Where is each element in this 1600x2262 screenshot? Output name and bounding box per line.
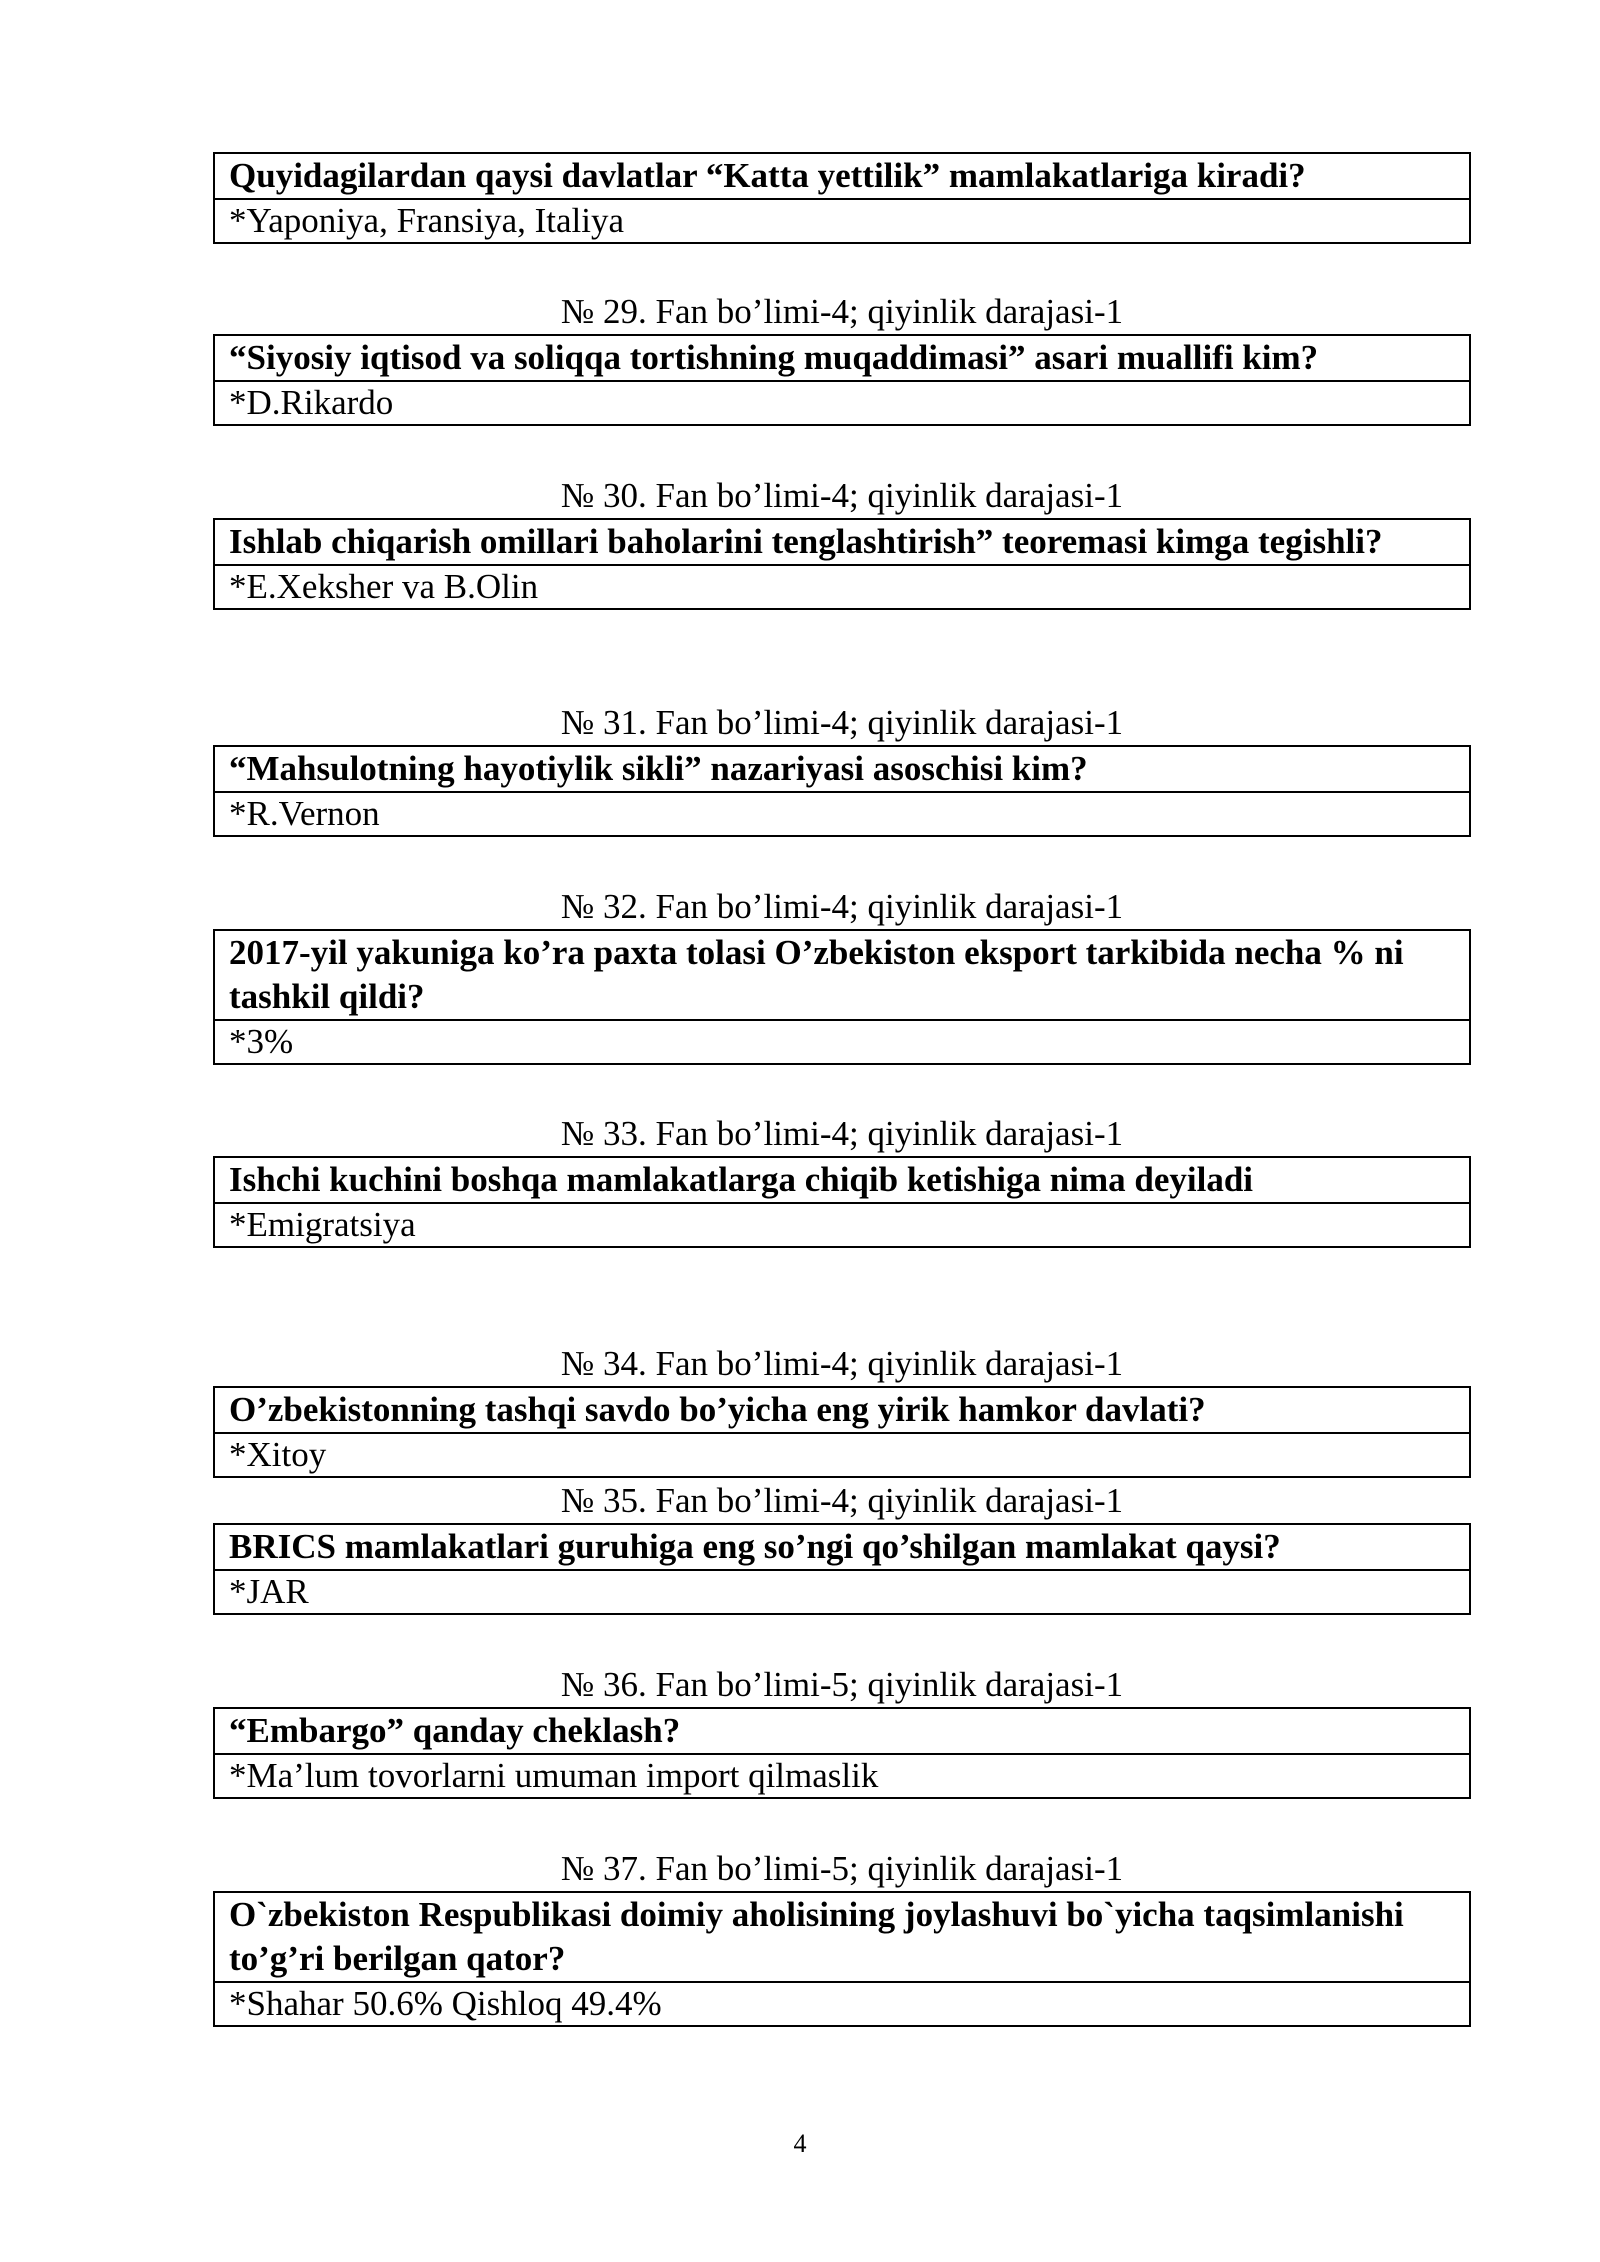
question-heading: № 36. Fan bo’limi-5; qiyinlik darajasi-1 [560, 1665, 1124, 1704]
answer-text: *Emigratsiya [214, 1203, 1470, 1247]
question-heading: № 37. Fan bo’limi-5; qiyinlik darajasi-1 [560, 1849, 1124, 1888]
answer-text: *Ma’lum tovorlarni umuman import qilmaslik [214, 1754, 1470, 1798]
question-table [213, 1386, 1471, 1478]
answer-text: *Xitoy [214, 1433, 1470, 1477]
question-heading: № 31. Fan bo’limi-4; qiyinlik darajasi-1 [560, 703, 1124, 742]
answer-text: *Yaponiya, Fransiya, Italiya [214, 199, 1470, 243]
question-text: “Mahsulotning hayotiylik sikli” nazariyasi asoschisi kim? [214, 746, 1470, 792]
question-text: Ishchi kuchini boshqa mamlakatlarga chiqib ketishiga nima deyiladi [214, 1157, 1470, 1203]
question-heading: № 30. Fan bo’limi-4; qiyinlik darajasi-1 [560, 476, 1124, 515]
answer-text: *D.Rikardo [214, 381, 1470, 425]
question-heading: № 33. Fan bo’limi-4; qiyinlik darajasi-1 [560, 1114, 1124, 1153]
answer-text: *Shahar 50.6% Qishloq 49.4% [214, 1982, 1470, 2026]
question-text: 2017-yil yakuniga ko’ra paxta tolasi O’zbekiston eksport tarkibida necha % ni tashkil qildi? [214, 930, 1470, 1020]
question-text: BRICS mamlakatlari guruhiga eng so’ngi qo’shilgan mamlakat qaysi? [214, 1524, 1470, 1570]
question-heading: № 32. Fan bo’limi-4; qiyinlik darajasi-1 [560, 887, 1124, 926]
question-heading: № 35. Fan bo’limi-4; qiyinlik darajasi-1 [560, 1481, 1124, 1520]
question-block [213, 701, 1471, 837]
question-heading: № 29. Fan bo’limi-4; qiyinlik darajasi-1 [560, 292, 1124, 331]
question-table [213, 1523, 1471, 1615]
question-block [213, 1663, 1471, 1799]
question-table [213, 1891, 1471, 2027]
question-heading: № 34. Fan bo’limi-4; qiyinlik darajasi-1 [560, 1344, 1124, 1383]
question-text: O`zbekiston Respublikasi doimiy aholisining joylashuvi bo`yicha taqsimlanishi to’g’ri berilgan qator? [214, 1892, 1470, 1982]
question-block [213, 1112, 1471, 1248]
question-text: “Siyosiy iqtisod va soliqqa tortishning muqaddimasi” asari muallifi kim? [214, 335, 1470, 381]
question-table [213, 745, 1471, 837]
answer-text: *JAR [214, 1570, 1470, 1614]
question-text: Quyidagilardan qaysi davlatlar “Katta yettilik” mamlakatlariga kiradi? [214, 153, 1470, 199]
answer-text: *E.Xeksher va B.Olin [214, 565, 1470, 609]
question-block [213, 290, 1471, 426]
question-block [213, 1479, 1471, 1615]
page-number: 4 [793, 2129, 807, 2158]
question-text: O’zbekistonning tashqi savdo bo’yicha eng yirik hamkor davlati? [214, 1387, 1470, 1433]
answer-text: *R.Vernon [214, 792, 1470, 836]
question-text: Ishlab chiqarish omillari baholarini tenglashtirish” teoremasi kimga tegishli? [214, 519, 1470, 565]
question-block [213, 474, 1471, 610]
question-table [213, 1707, 1471, 1799]
question-text: “Embargo” qanday cheklash? [214, 1708, 1470, 1754]
question-table [213, 1156, 1471, 1248]
question-table [213, 152, 1471, 244]
question-block [213, 1342, 1471, 1478]
question-block [213, 885, 1471, 1065]
question-table [213, 929, 1471, 1065]
question-table [213, 334, 1471, 426]
question-block [213, 1847, 1471, 2027]
question-block [213, 152, 1471, 244]
question-table [213, 518, 1471, 610]
answer-text: *3% [214, 1020, 1470, 1064]
